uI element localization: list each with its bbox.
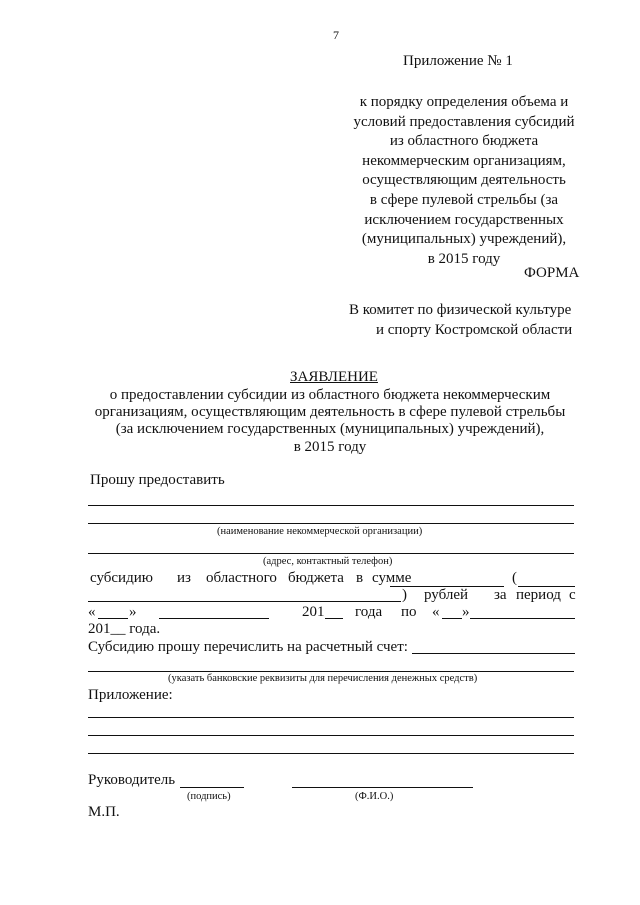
attachment-line-3[interactable] <box>88 753 574 754</box>
year-from-field[interactable] <box>325 618 343 619</box>
application-title <box>290 369 378 386</box>
appendix-line: (муниципальных) учреждений), <box>361 231 567 248</box>
quote-open-1: « <box>88 604 96 620</box>
application-line: о предоставлении субсидии из областного бюджета некоммерческим <box>109 387 551 403</box>
attachment-line-2[interactable] <box>88 735 574 736</box>
subsidy-sentence: субсидию <box>90 570 153 586</box>
subsidy-word: сумме <box>372 570 412 586</box>
appendix-line: осуществляющим деятельность <box>362 172 566 189</box>
appendix-line: из областного бюджета <box>389 133 539 150</box>
goda-label: года <box>355 604 383 620</box>
day-from-field[interactable] <box>98 618 128 619</box>
name-hint: (Ф.И.О.) <box>355 791 394 802</box>
sign-hint: (подпись) <box>187 791 231 802</box>
subsidy-word: в <box>356 570 364 586</box>
subsidy-word: бюджета <box>288 570 344 586</box>
paren-close: ) <box>402 587 407 603</box>
attachment-line-1[interactable] <box>88 717 574 718</box>
rubles-label: рублей <box>424 587 469 603</box>
appendix-line: в сфере пулевой стрельбы (за <box>369 191 559 208</box>
year-prefix-from: 201 <box>302 604 325 620</box>
head-label: Руководитель <box>88 772 176 788</box>
account-label: Субсидию прошу перечислить на расчетный счет: <box>88 639 408 655</box>
signature-field[interactable] <box>180 787 244 788</box>
account-field-1[interactable] <box>412 653 575 654</box>
org-hint: (наименование некоммерческой организации) <box>217 526 423 537</box>
appendix-title: Приложение № 1 <box>403 53 513 69</box>
period-label: период <box>516 587 561 603</box>
month-to-field[interactable] <box>470 618 575 619</box>
s-label: с <box>569 587 576 603</box>
application-line: в 2015 году <box>293 438 367 455</box>
appendix-line: к порядку определения объема и <box>359 94 569 110</box>
sum-words-field-2[interactable] <box>88 601 401 602</box>
appendix-line: в 2015 году <box>427 250 501 267</box>
application-line: организациям, осуществляющим деятельность в сфере пулевой стрельбы <box>94 404 566 421</box>
application-title-text: ЗАЯВЛЕНИЕ <box>290 369 378 385</box>
quote-close-2: » <box>462 604 470 620</box>
paren-open: ( <box>512 570 517 586</box>
subsidy-word: областного <box>206 570 277 586</box>
address-line[interactable] <box>88 553 574 554</box>
org-line-2[interactable] <box>88 523 574 524</box>
subsidy-word: из <box>177 570 191 586</box>
page-number: 7 <box>333 28 339 42</box>
za-label: за <box>494 587 507 603</box>
appendix-line: исключением государственных <box>364 211 564 228</box>
addressee-line: В комитет по физической культуре <box>349 302 572 318</box>
month-from-field[interactable] <box>159 618 269 619</box>
appendix-text <box>330 93 598 269</box>
quote-open-2: « <box>432 604 440 620</box>
seal-label: М.П. <box>88 804 120 820</box>
quote-close-1: » <box>129 604 137 620</box>
addressee-line: и спорту Костромской области <box>376 322 573 338</box>
org-line-1[interactable] <box>88 505 574 506</box>
request-label: Прошу предоставить <box>90 472 225 488</box>
application-line: (за исключением государственных (муниципальных) учреждений), <box>115 421 545 438</box>
form-label: ФОРМА <box>524 265 580 281</box>
appendix-line: условий предоставления субсидий <box>353 113 575 130</box>
name-field[interactable] <box>292 787 473 788</box>
year-to-line: 201__ года. <box>88 621 161 637</box>
appendix-line: некоммерческим организациям, <box>362 152 566 169</box>
address-hint: (адрес, контактный телефон) <box>263 556 393 567</box>
po-label: по <box>401 604 417 620</box>
account-field-2[interactable] <box>88 671 574 672</box>
bank-hint: (указать банковские реквизиты для перечисления денежных средств) <box>168 673 478 684</box>
attachment-label: Приложение: <box>88 687 173 703</box>
application-subtitle <box>60 387 600 456</box>
day-to-field[interactable] <box>442 618 462 619</box>
